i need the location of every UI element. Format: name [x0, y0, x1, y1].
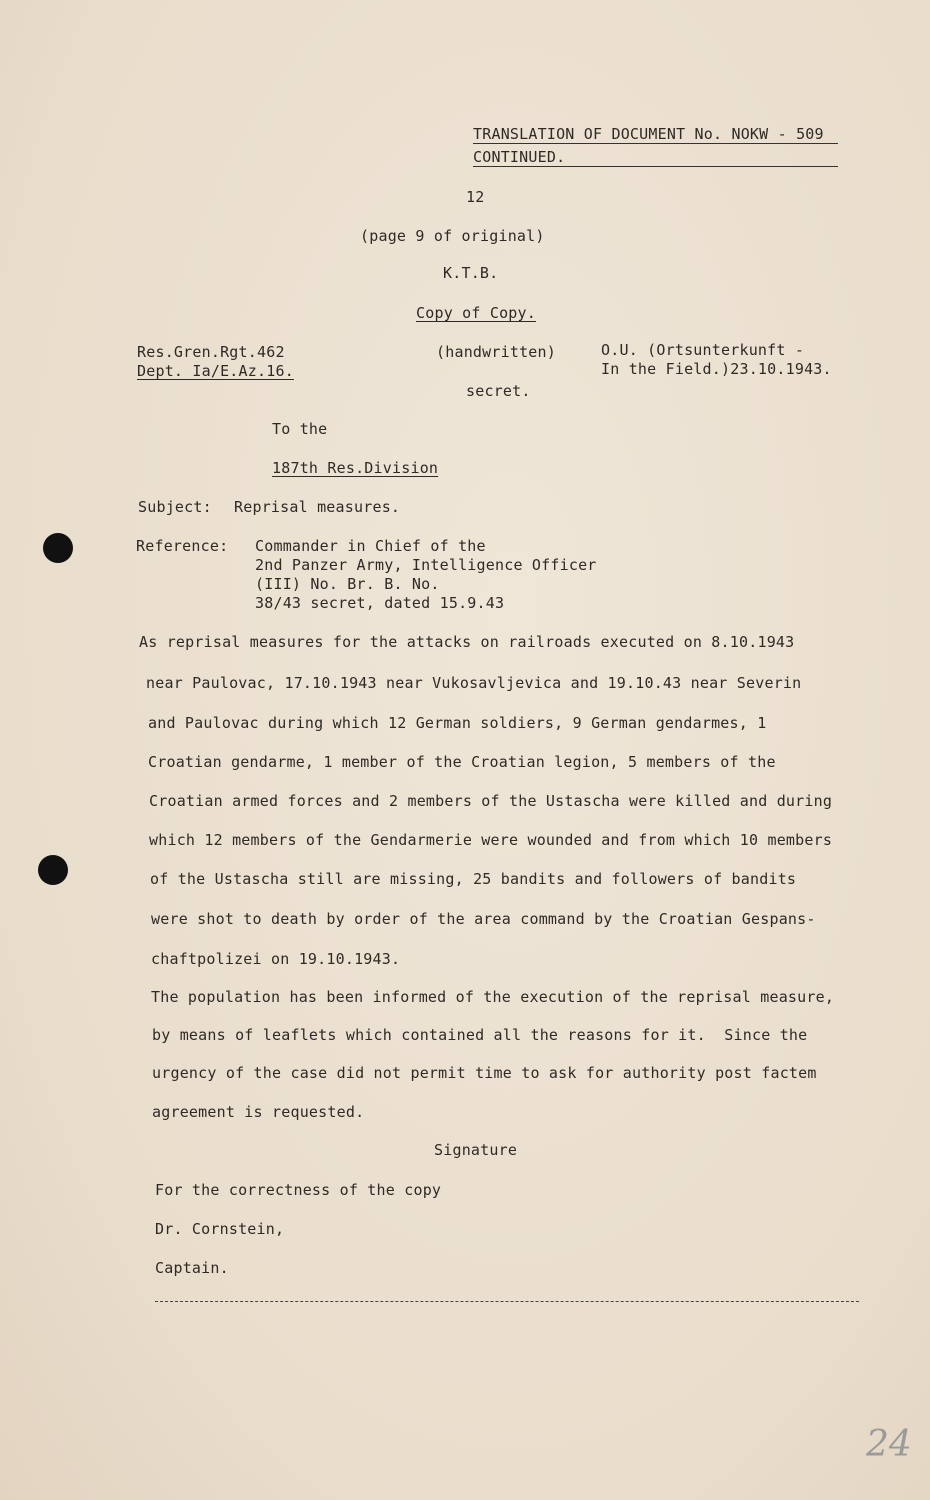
reference-line: 38/43 secret, dated 15.9.43 — [255, 594, 505, 612]
handwritten-note: (handwritten) — [436, 343, 556, 361]
original-page: (page 9 of original) — [360, 227, 545, 245]
certifier-name: Dr. Cornstein, — [155, 1220, 285, 1238]
handwritten-page-number: 24 — [866, 1424, 912, 1465]
certifier-rank: Captain. — [155, 1259, 229, 1277]
header-rule-2 — [473, 166, 838, 167]
reference-label: Reference: — [136, 537, 229, 555]
body-line: agreement is requested. — [152, 1103, 365, 1121]
body-line: near Paulovac, 17.10.1943 near Vukosavljevica and 19.10.43 near Severin — [146, 674, 802, 692]
subject-label: Subject: — [138, 498, 212, 516]
signature-label: Signature — [434, 1141, 518, 1159]
subject-text: Reprisal measures. — [234, 498, 401, 516]
page-number: 12 — [466, 188, 485, 206]
copy-note: Copy of Copy. — [416, 304, 536, 322]
reference-line: (III) No. Br. B. No. — [255, 575, 440, 593]
body-line: chaftpolizei on 19.10.1943. — [151, 950, 401, 968]
to-line: To the — [272, 420, 328, 438]
body-line: and Paulovac during which 12 German soldiers, 9 German gendarmes, 1 — [148, 714, 767, 732]
sender-unit: Res.Gren.Rgt.462 — [137, 343, 285, 361]
reference-line: Commander in Chief of the — [255, 537, 486, 555]
punch-hole-bottom — [38, 855, 68, 885]
header-continued: CONTINUED. — [473, 148, 566, 166]
body-line: Croatian armed forces and 2 members of the Ustascha were killed and during — [149, 792, 833, 810]
punch-hole-top — [43, 533, 73, 563]
location-line-1: O.U. (Ortsunterkunft - — [601, 341, 805, 359]
certification-line: For the correctness of the copy — [155, 1181, 442, 1199]
header-rule-1 — [473, 143, 838, 144]
sender-dept: Dept. Ia/E.Az.16. — [137, 362, 294, 380]
closing-dashed-rule — [155, 1301, 859, 1302]
header-title: TRANSLATION OF DOCUMENT No. NOKW - 509 — [473, 125, 824, 143]
body-line: were shot to death by order of the area command by the Croatian Gespans- — [151, 910, 816, 928]
reference-line: 2nd Panzer Army, Intelligence Officer — [255, 556, 597, 574]
ktb-label: K.T.B. — [443, 264, 499, 282]
body-line: As reprisal measures for the attacks on railroads executed on 8.10.1943 — [139, 633, 795, 651]
body-line: The population has been informed of the execution of the reprisal measure, — [151, 988, 835, 1006]
location-line-2: In the Field.)23.10.1943. — [601, 360, 832, 378]
body-line: by means of leaflets which contained all the reasons for it. Since the — [152, 1026, 808, 1044]
secret-label: secret. — [466, 382, 531, 400]
body-line: Croatian gendarme, 1 member of the Croatian legion, 5 members of the — [148, 753, 776, 771]
addressee: 187th Res.Division — [272, 459, 439, 477]
body-line: of the Ustascha still are missing, 25 bandits and followers of bandits — [150, 870, 797, 888]
body-line: urgency of the case did not permit time to ask for authority post factem — [152, 1064, 817, 1082]
body-line: which 12 members of the Gendarmerie were wounded and from which 10 members — [149, 831, 833, 849]
